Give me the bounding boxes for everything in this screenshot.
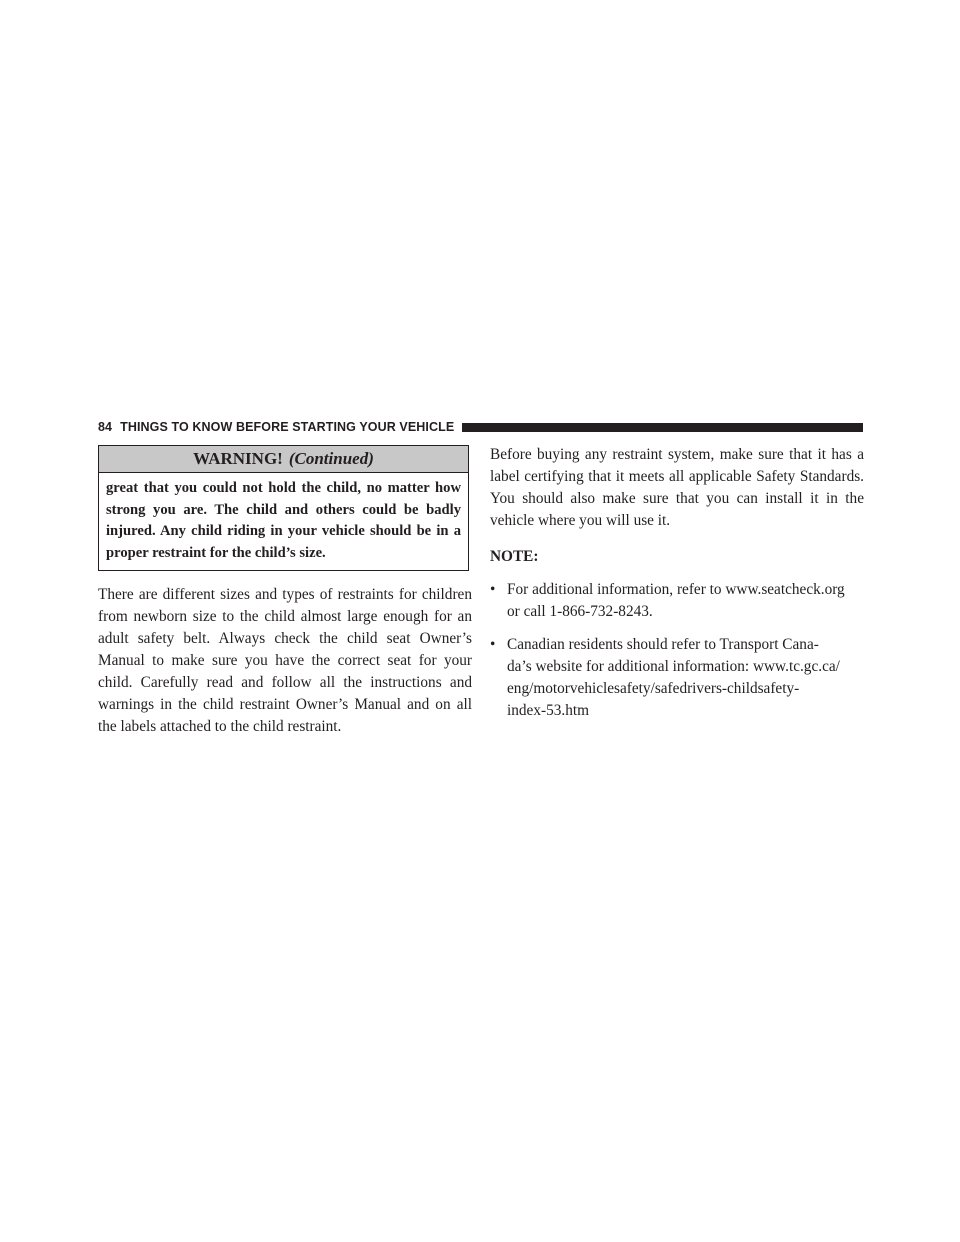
left-column bbox=[98, 445, 472, 738]
warning-box bbox=[98, 445, 469, 571]
note-item-seatcheck bbox=[490, 579, 864, 623]
note-line: or call 1-866-732-8243. bbox=[507, 603, 653, 620]
note-line: index-53.htm bbox=[507, 702, 589, 719]
warning-label: WARNING! bbox=[193, 449, 283, 468]
note-line: Canadian residents should refer to Transport Cana- bbox=[507, 636, 819, 653]
page-header bbox=[98, 419, 863, 435]
note-item-canada bbox=[490, 634, 864, 722]
restraint-sizes-paragraph: There are different sizes and types of restraints for children from newborn size to the child almost large enough for an adult safety belt. Always check the child seat Owner’s Manual to make sure you have the correct seat for your child. Carefully read and follow all the instructions and warnings in the child restraint Owner’s Manual and on all the labels attached to the child restraint. bbox=[98, 586, 472, 735]
note-list bbox=[490, 579, 864, 722]
section-title: THINGS TO KNOW BEFORE STARTING YOUR VEHICLE bbox=[120, 420, 455, 434]
header-rule bbox=[462, 423, 863, 432]
bullet-icon: • bbox=[490, 581, 496, 598]
warning-text: great that you could not hold the child, no matter how strong you are. The child and others could be badly injured. Any child riding in your vehicle should be in a proper restraint for the child’s size. bbox=[106, 480, 461, 561]
note-label: NOTE: bbox=[490, 548, 539, 565]
safety-standards-paragraph: Before buying any restraint system, make sure that it has a label certifying that it meets all applicable Safety Standards. You should also make sure that you can install it in the vehicle where you will use it. bbox=[490, 446, 864, 529]
note-line: da’s website for additional information: www.tc.gc.ca/ bbox=[507, 658, 840, 675]
warning-header bbox=[99, 446, 468, 473]
note-line: eng/motorvehiclesafety/safedrivers-childsafety- bbox=[507, 680, 800, 697]
page-number: 84 bbox=[98, 420, 113, 434]
note-line: For additional information, refer to www.seatcheck.org bbox=[507, 581, 845, 598]
bullet-icon: • bbox=[490, 636, 496, 653]
right-column bbox=[490, 444, 864, 733]
warning-continued: (Continued) bbox=[288, 449, 374, 468]
